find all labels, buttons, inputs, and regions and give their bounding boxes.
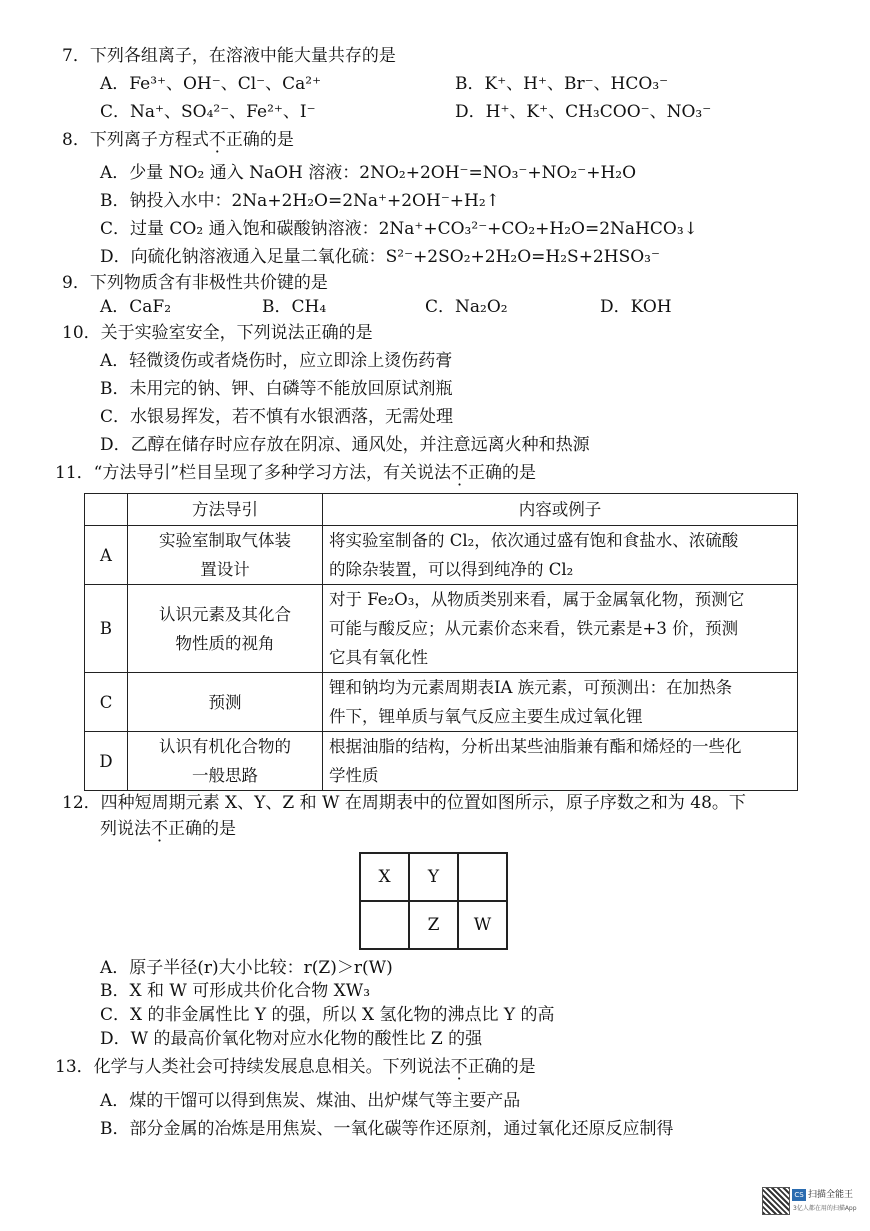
row-content (323, 585, 798, 673)
content-line: 根据油脂的结构，分析出某些油脂兼有酯和烯烃的一些化 (329, 737, 742, 756)
q7-option-d: D．H⁺、K⁺、CH₃COO⁻、NO₃⁻ (455, 102, 712, 122)
q10-option-c: C．水银易挥发，若不慎有水银洒落，无需处理 (100, 407, 454, 427)
periodic-table-grid (359, 852, 508, 950)
q13-stem (55, 1056, 536, 1078)
q12-option-d: D．W 的最高价氧化物对应水化物的酸性比 Z 的强 (100, 1029, 483, 1049)
content-line: 学性质 (329, 766, 379, 785)
scanner-subtitle: 3亿人都在用的扫描App (793, 1205, 857, 1212)
method-line: 预测 (208, 692, 242, 712)
q9-stem: 9．下列物质含有非极性共价键的是 (62, 273, 328, 293)
grid-cell: Z (409, 901, 458, 949)
q10-stem: 10．关于实验室安全，下列说法正确的是 (62, 323, 373, 343)
q7-option-c: C．Na⁺、SO₄²⁻、Fe²⁺、I⁻ (100, 102, 316, 122)
content-line: 对于 Fe₂O₃，从物质类别来看，属于金属氧化物，预测它 (329, 590, 745, 609)
row-label: B (85, 585, 128, 673)
table-row (85, 526, 798, 585)
row-content (323, 732, 798, 791)
row-method (128, 732, 323, 791)
q12-stem-line1: 12．四种短周期元素 X、Y、Z 和 W 在周期表中的位置如图所示，原子序数之和为 48。下 (62, 793, 746, 813)
emphasis-dot: 不 (208, 130, 226, 150)
content-line: 的除杂装置，可以得到纯净的 Cl₂ (329, 560, 574, 579)
table-header-blank (85, 494, 128, 526)
q8-option-c: C．过量 CO₂ 通入饱和碳酸钠溶液：2Na⁺+CO₃²⁻+CO₂+H₂O=2NaHCO₃↓ (100, 219, 698, 239)
table-row (85, 673, 798, 732)
q7-option-a: A．Fe³⁺、OH⁻、Cl⁻、Ca²⁺ (100, 74, 322, 94)
table-header-row (85, 494, 798, 526)
q8-stem-part: 正确的是 (225, 130, 294, 150)
q9-option-b: B．CH₄ (262, 297, 327, 317)
table-header-method: 方法导引 (128, 494, 323, 526)
q13-option-a: A．煤的干馏可以得到焦炭、煤油、出炉煤气等主要产品 (100, 1091, 521, 1111)
scanner-title: 扫描全能王 (808, 1190, 854, 1200)
method-line: 置设计 (200, 560, 250, 579)
row-method (128, 585, 323, 673)
emphasis-dot: 不 (451, 463, 469, 483)
q12-stem-part: 正确的是 (168, 819, 236, 839)
q8-option-b: B．钠投入水中：2Na+2H₂O=2Na⁺+2OH⁻+H₂↑ (100, 191, 500, 211)
q12-stem-line2 (100, 818, 236, 840)
q11-stem-part: 正确的是 (468, 463, 537, 483)
content-line: 可能与酸反应；从元素价态来看，铁元素是+3 价，预测 (329, 619, 739, 638)
method-line: 物性质的视角 (175, 633, 275, 653)
q11-stem-part: 11．“方法导引”栏目呈现了多种学习方法，有关说法 (55, 463, 452, 483)
q7-stem: 7．下列各组离子，在溶液中能大量共存的是 (62, 46, 396, 66)
table-row (85, 585, 798, 673)
table-row (85, 732, 798, 791)
q13-stem-part: 正确的是 (467, 1057, 536, 1077)
row-label: A (85, 526, 128, 585)
q8-stem-part: 8．下列离子方程式 (62, 130, 209, 150)
qr-code-icon (762, 1187, 790, 1215)
grid-row (360, 901, 507, 949)
emphasis-dot: 不 (450, 1057, 468, 1077)
table-header-content: 内容或例子 (323, 494, 798, 526)
q8-stem (62, 129, 294, 151)
q9-option-a: A．CaF₂ (100, 297, 172, 317)
q10-option-d: D．乙醇在储存时应存放在阴凉、通风处，并注意远离火种和热源 (100, 435, 590, 455)
q12-option-b: B．X 和 W 可形成共价化合物 XW₃ (100, 981, 371, 1001)
q11-stem (55, 462, 536, 484)
q8-option-d: D．向硫化钠溶液通入足量二氧化硫：S²⁻+2SO₂+2H₂O=H₂S+2HSO₃⁻ (100, 247, 660, 267)
content-line: 它具有氧化性 (329, 648, 428, 667)
grid-cell: W (458, 901, 507, 949)
q9-option-d: D．KOH (600, 297, 672, 317)
q7-option-b: B．K⁺、H⁺、Br⁻、HCO₃⁻ (455, 74, 669, 94)
method-line: 认识有机化合物的 (159, 737, 291, 756)
row-method (128, 673, 323, 732)
method-line: 一般思路 (192, 766, 258, 785)
q9-option-c: C．Na₂O₂ (425, 297, 508, 317)
content-line: 将实验室制备的 Cl₂，依次通过盛有饱和食盐水、浓硫酸 (329, 531, 739, 550)
method-line: 认识元素及其化合 (159, 604, 291, 624)
row-label: D (85, 732, 128, 791)
content-line: 件下，锂单质与氧气反应主要生成过氧化锂 (329, 707, 643, 726)
q8-option-a: A．少量 NO₂ 通入 NaOH 溶液：2NO₂+2OH⁻=NO₃⁻+NO₂⁻+H₂O (100, 163, 637, 183)
camscanner-logo: CS (792, 1189, 806, 1201)
q10-option-a: A．轻微烫伤或者烧伤时，应立即涂上烫伤药膏 (100, 351, 453, 371)
row-content (323, 526, 798, 585)
q12-stem-part: 列说法 (100, 819, 151, 839)
method-line: 实验室制取气体装 (159, 531, 291, 550)
grid-cell (458, 853, 507, 901)
q12-option-c: C．X 的非金属性比 Y 的强，所以 X 氢化物的沸点比 Y 的高 (100, 1005, 555, 1025)
q13-option-b: B．部分金属的冶炼是用焦炭、一氧化碳等作还原剂，通过氧化还原反应制得 (100, 1119, 674, 1139)
emphasis-dot: 不 (151, 819, 168, 839)
grid-row (360, 853, 507, 901)
row-method (128, 526, 323, 585)
grid-cell: X (360, 853, 409, 901)
method-guide-table (84, 493, 798, 791)
grid-cell: Y (409, 853, 458, 901)
q10-option-b: B．未用完的钠、钾、白磷等不能放回原试剂瓶 (100, 379, 453, 399)
q13-stem-part: 13．化学与人类社会可持续发展息息相关。下列说法 (55, 1057, 451, 1077)
content-line: 锂和钠均为元素周期表ⅠA 族元素，可预测出：在加热条 (329, 678, 733, 697)
row-content (323, 673, 798, 732)
grid-cell (360, 901, 409, 949)
q12-option-a: A．原子半径(r)大小比较：r(Z)＞r(W) (100, 958, 393, 978)
row-label: C (85, 673, 128, 732)
